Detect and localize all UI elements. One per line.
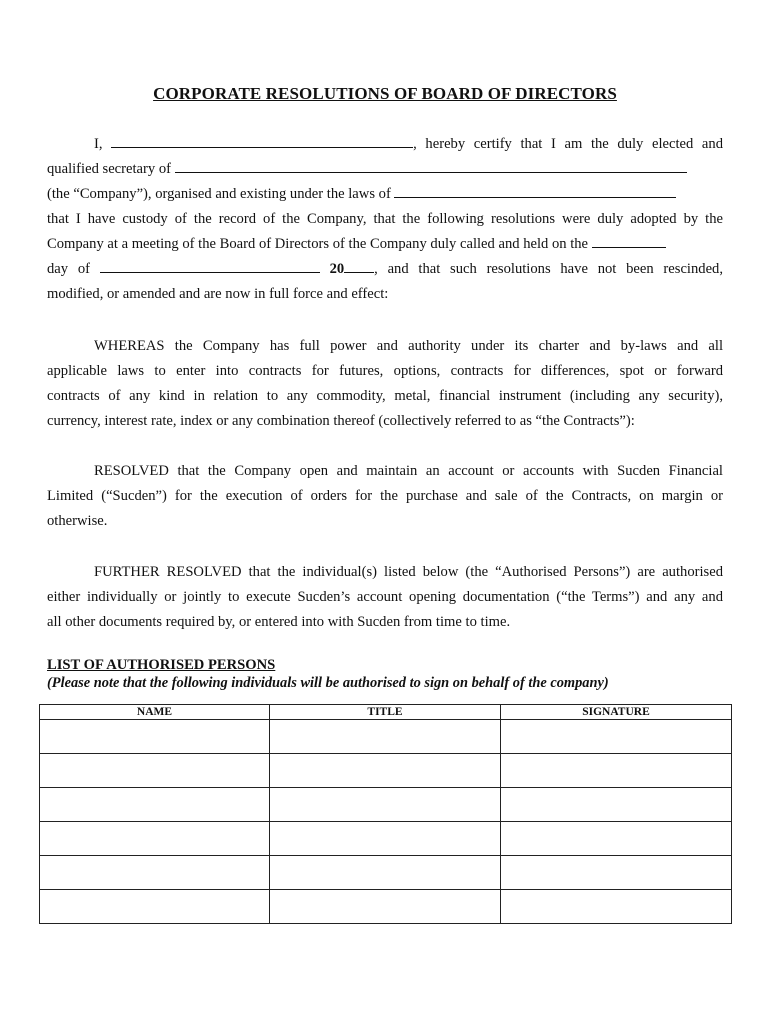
table-header-row [40, 705, 732, 720]
resolved-paragraph [47, 459, 723, 534]
year-prefix: 20 [329, 261, 345, 277]
title-column-header: TITLE [270, 705, 501, 720]
title-cell[interactable] [270, 890, 501, 924]
further-resolved-paragraph [47, 560, 723, 635]
resolved-line-1: RESOLVED that the Company open and maintain an account or accounts with Sucden Financial [94, 463, 723, 479]
whereas-line-1: WHEREAS the Company has full power and authority under its charter and by-laws and all [94, 338, 723, 354]
table-row [40, 890, 732, 924]
whereas-line-2: applicable laws to enter into contracts for futures, options, contracts for differences, spot or forward [47, 363, 723, 379]
company-name-blank-field[interactable] [175, 157, 687, 173]
name-cell[interactable] [40, 890, 270, 924]
further-resolved-line-1 [47, 560, 723, 585]
certification-line-2 [47, 157, 723, 182]
signature-cell[interactable] [501, 822, 732, 856]
certification-text: (the “Company”), organised and existing under the laws of [47, 186, 391, 202]
certification-text: , and that such resolutions have not been rescinded, [374, 261, 723, 277]
table-row [40, 720, 732, 754]
table-row [40, 856, 732, 890]
whereas-paragraph [47, 334, 723, 434]
certification-line-1 [47, 132, 723, 157]
title-cell[interactable] [270, 856, 501, 890]
name-column-header: NAME [40, 705, 270, 720]
signature-cell[interactable] [501, 754, 732, 788]
resolved-line-3: otherwise. [47, 513, 108, 529]
certification-text: Company at a meeting of the Board of Directors of the Company duly called and held on the [47, 236, 589, 252]
authorised-persons-table [39, 704, 732, 924]
certification-text: I, [94, 136, 103, 152]
certification-text: qualified secretary of [47, 161, 171, 177]
title-cell[interactable] [270, 754, 501, 788]
name-cell[interactable] [40, 822, 270, 856]
title-cell[interactable] [270, 822, 501, 856]
table-row [40, 788, 732, 822]
signature-cell[interactable] [501, 788, 732, 822]
meeting-day-blank-field[interactable] [592, 232, 666, 248]
jurisdiction-blank-field[interactable] [394, 182, 676, 198]
name-blank-field[interactable] [111, 132, 413, 148]
signature-cell[interactable] [501, 856, 732, 890]
name-cell[interactable] [40, 788, 270, 822]
signature-cell[interactable] [501, 890, 732, 924]
certification-line-6 [47, 257, 723, 282]
name-cell[interactable] [40, 856, 270, 890]
title-cell[interactable] [270, 720, 501, 754]
further-resolved-line-2: either individually or jointly to execute Sucden’s account opening documentation (“the Terms”) and any and [47, 589, 723, 605]
certification-line-5 [47, 232, 723, 257]
name-cell[interactable] [40, 754, 270, 788]
name-cell[interactable] [40, 720, 270, 754]
document-title: CORPORATE RESOLUTIONS OF BOARD OF DIRECTORS [153, 84, 617, 103]
certification-line-4: that I have custody of the record of the Company, that the following resolutions were duly adopted by the [47, 211, 723, 227]
signature-cell[interactable] [501, 720, 732, 754]
year-blank-field[interactable] [344, 257, 374, 273]
whereas-line-4: currency, interest rate, index or any combination thereof (collectively referred to as “the Contracts”): [47, 413, 635, 429]
whereas-line-3: contracts of any kind in relation to any commodity, metal, financial instrument (including any security), [47, 388, 723, 404]
authorised-persons-note: (Please note that the following individuals will be authorised to sign on behalf of the company) [47, 675, 609, 691]
title-cell[interactable] [270, 788, 501, 822]
table-row [40, 822, 732, 856]
meeting-month-blank-field[interactable] [100, 257, 320, 273]
certification-line-7: modified, or amended and are now in full force and effect: [47, 286, 389, 302]
certification-text: , hereby certify that I am the duly elected and [413, 136, 723, 152]
certification-line-3 [47, 182, 723, 207]
authorised-persons-heading: LIST OF AUTHORISED PERSONS [47, 657, 276, 673]
certification-paragraph [47, 132, 723, 307]
signature-column-header: SIGNATURE [501, 705, 732, 720]
further-resolved-lead: FURTHER RESOLVED [94, 564, 242, 580]
resolved-line-2: Limited (“Sucden”) for the execution of orders for the purchase and sale of the Contracts, on margin or [47, 488, 723, 504]
further-resolved-text: that the individual(s) listed below (the “Authorised Persons”) are authorised [241, 564, 723, 580]
certification-text: day of [47, 261, 90, 277]
table-row [40, 754, 732, 788]
further-resolved-line-3: all other documents required by, or entered into with Sucden from time to time. [47, 614, 511, 630]
